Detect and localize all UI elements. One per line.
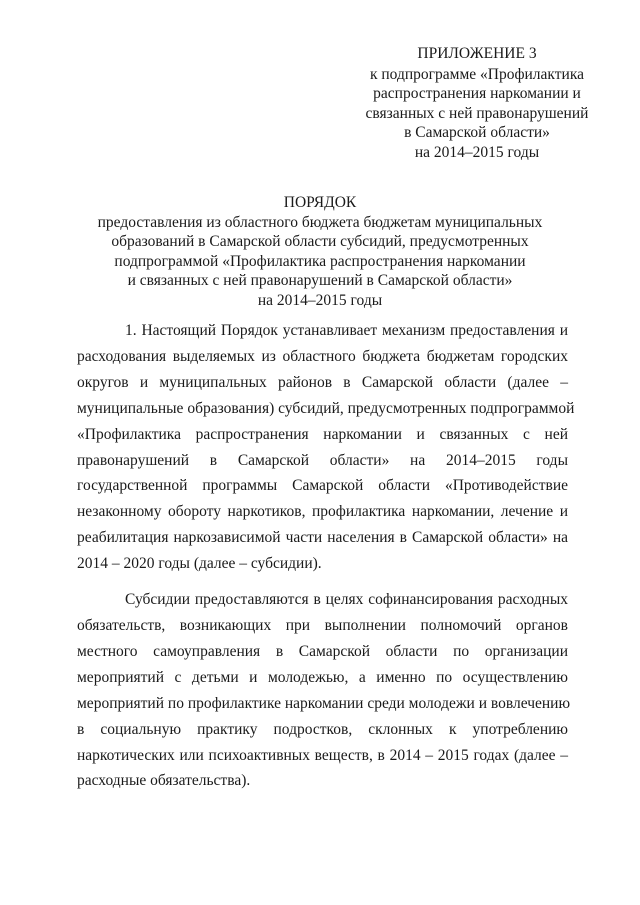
appendix-line: к подпрограмме «Профилактика <box>369 65 584 83</box>
paragraph-line: 2014 – 2020 годы (далее – субсидии). <box>77 555 322 573</box>
appendix-line: в Самарской области» <box>404 124 550 141</box>
paragraph-line: государственной программы Самарской области «Противодействие <box>77 477 568 495</box>
paragraph-1 <box>77 318 575 577</box>
paragraph-line: муниципальные образования) субсидий, предусмотренных подпрограммой <box>77 399 575 417</box>
paragraph-line: «Профилактика распространения наркомании и связанных с ней <box>77 425 568 443</box>
appendix-line: на 2014–2015 годы <box>414 143 540 161</box>
heading-line: предоставления из областного бюджета бюджетам муниципальных <box>97 213 543 231</box>
paragraph-line: в социальную практику подростков, склонных к употреблению <box>77 720 568 738</box>
appendix-title: ПРИЛОЖЕНИЕ 3 <box>417 45 537 62</box>
paragraph-line: 1. Настоящий Порядок устанавливает механизм предоставления и <box>125 322 568 339</box>
heading-line: образований в Самарской области субсидий, предусмотренных <box>111 233 529 250</box>
paragraph-line: округов и муниципальных районов в Самарской области (далее – <box>77 373 568 391</box>
document-heading <box>70 193 570 310</box>
paragraph-line: Субсидии предоставляются в целях софинансирования расходных <box>125 591 568 609</box>
document-body <box>77 318 575 794</box>
paragraph-line: мероприятий с детьми и молодежью, а именно по осуществлению <box>77 668 568 686</box>
paragraph-line: незаконному обороту наркотиков, профилактика наркомании, лечение и <box>77 503 568 521</box>
paragraph-line: мероприятий по профилактике наркомании среди молодежи и вовлечению <box>77 694 571 712</box>
heading-line: на 2014–2015 годы <box>257 291 383 309</box>
appendix-line: распространения наркомании и <box>373 85 581 102</box>
paragraph-line: обязательств, возникающих при выполнении полномочий органов <box>77 616 568 634</box>
paragraph-line: реабилитация наркозависимой части населения в Самарской области» на <box>77 529 568 547</box>
heading-line: подпрограммой «Профилактика распространения наркомании <box>114 252 526 270</box>
appendix-block <box>352 44 602 162</box>
paragraph-line: правонарушений в Самарской области» на 2014–2015 годы <box>77 451 568 469</box>
appendix-line: связанных с ней правонарушений <box>365 104 589 122</box>
paragraph-2 <box>77 587 571 794</box>
paragraph-line: наркотических или психоактивных веществ, в 2014 – 2015 годах (далее – <box>77 746 568 764</box>
paragraph-line: расходования выделяемых из областного бюджета бюджетам городских <box>77 347 568 365</box>
heading-line: и связанных с ней правонарушений в Самарской области» <box>127 272 513 289</box>
heading-title: ПОРЯДОК <box>283 194 357 211</box>
paragraph-line: расходные обязательства). <box>77 772 251 790</box>
paragraph-line: местного самоуправления в Самарской области по организации <box>77 642 568 660</box>
